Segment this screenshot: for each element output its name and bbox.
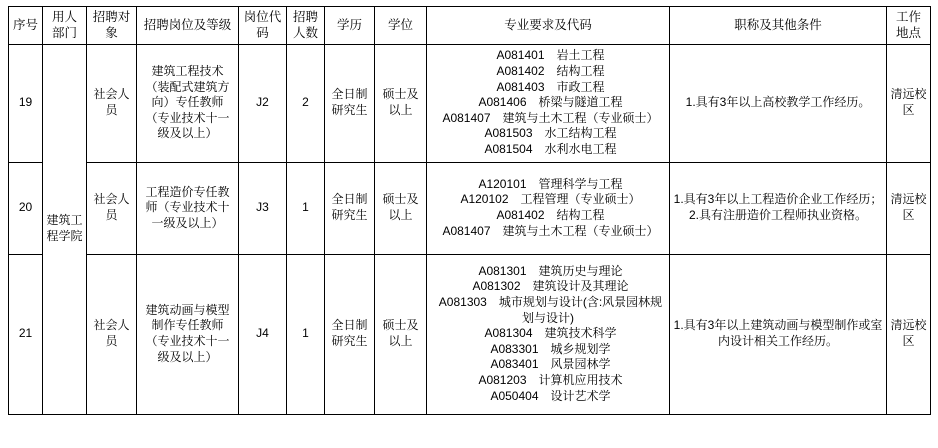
condition-list [673,192,883,223]
major-code: A081203 [478,372,527,387]
cell-conditions [670,44,887,162]
major-item [430,373,666,389]
major-code: A081301 [478,263,527,278]
major-code: A083301 [490,341,539,356]
major-code: A081407 [442,110,491,125]
condition-item: 2.具有注册造价工程师执业资格。 [688,208,867,222]
major-item [430,279,666,295]
cell-no: 20 [9,162,43,254]
cell-target: 社会人员 [87,162,137,254]
cell-education: 全日制研究生 [325,162,375,254]
major-name: 桥梁与隧道工程 [538,95,623,110]
header-location: 工作地点 [887,7,931,45]
major-item [430,208,666,224]
major-item [430,326,666,342]
major-item [430,111,666,127]
major-item [430,142,666,158]
major-list [430,48,666,157]
major-list [430,177,666,239]
header-conditions: 职称及其他条件 [670,7,887,45]
cell-post-code: J3 [239,162,287,254]
table-row [9,44,931,162]
major-code: A081402 [496,64,545,79]
condition-item: 1.具有3年以上高校教学工作经历。 [685,95,871,110]
major-name: 建筑技术科学 [544,326,617,341]
major-name: 城市规划与设计(含:风景园林规划与设计) [498,295,663,325]
table-row [9,162,931,254]
major-code: A081401 [496,48,545,63]
header-target: 招聘对象 [87,7,137,45]
major-name: 建筑历史与理论 [538,263,623,278]
header-degree: 学位 [375,7,427,45]
cell-education: 全日制研究生 [325,254,375,414]
major-code: A081406 [478,95,527,110]
major-item [430,295,666,326]
major-code: A120102 [460,192,509,207]
major-name: 市政工程 [556,79,605,94]
cell-no: 21 [9,254,43,414]
major-item [430,80,666,96]
header-majors: 专业要求及代码 [427,7,670,45]
major-name: 城乡规划学 [550,341,611,356]
cell-count: 1 [287,254,325,414]
major-code: A081304 [484,326,533,341]
condition-list [673,318,883,349]
cell-target: 社会人员 [87,44,137,162]
major-item [430,64,666,80]
major-code: A081403 [496,79,545,94]
header-post-code: 岗位代码 [239,7,287,45]
recruitment-table [8,6,931,415]
major-item [430,357,666,373]
header-count: 招聘人数 [287,7,325,45]
cell-location: 清远校区 [887,162,931,254]
major-item [430,95,666,111]
major-name: 风景园林学 [550,357,611,372]
major-name: 建筑与土木工程（专业硕士） [502,223,659,238]
cell-majors [427,162,670,254]
header-education: 学历 [325,7,375,45]
major-name: 结构工程 [556,208,605,222]
major-item [430,48,666,64]
condition-item: 1.具有3年以上工程造价企业工作经历； [673,192,883,207]
major-code: A083401 [490,357,539,372]
table-row [9,254,931,414]
major-name: 设计艺术学 [550,388,611,403]
major-code: A081302 [472,279,521,294]
cell-department-group: 建筑工程学院 [43,44,87,414]
cell-conditions [670,254,887,414]
table-body [9,44,931,414]
header-no: 序号 [9,7,43,45]
major-item [430,177,666,193]
condition-list [673,95,883,111]
cell-degree: 硕士及以上 [375,162,427,254]
major-code: A081407 [442,223,491,238]
cell-post: 工程造价专任教师（专业技术十一级及以上） [137,162,239,254]
major-item [430,126,666,142]
header-post: 招聘岗位及等级 [137,7,239,45]
condition-item: 1.具有3年以上建筑动画与模型制作或室内设计相关工作经历。 [673,318,883,348]
cell-post: 建筑工程技术（装配式建筑方向）专任教师（专业技术十一级及以上） [137,44,239,162]
cell-post-code: J2 [239,44,287,162]
major-item [430,389,666,405]
cell-target: 社会人员 [87,254,137,414]
major-code: A120101 [478,176,527,191]
major-name: 计算机应用技术 [538,372,623,387]
major-name: 岩土工程 [556,48,605,63]
cell-majors [427,44,670,162]
major-code: A081402 [496,208,545,222]
cell-degree: 硕士及以上 [375,254,427,414]
major-name: 建筑与土木工程（专业硕士） [502,110,659,125]
table-header-row [9,7,931,45]
major-name: 工程管理（专业硕士） [520,192,641,207]
cell-no: 19 [9,44,43,162]
cell-degree: 硕士及以上 [375,44,427,162]
major-item [430,224,666,240]
cell-majors [427,254,670,414]
major-code: A081503 [484,126,533,141]
major-code: A081303 [438,295,487,310]
cell-post: 建筑动画与模型制作专任教师（专业技术十一级及以上） [137,254,239,414]
major-name: 水工结构工程 [544,126,617,141]
major-item [430,264,666,280]
cell-education: 全日制研究生 [325,44,375,162]
major-code: A050404 [490,388,539,403]
cell-conditions [670,162,887,254]
major-item [430,192,666,208]
cell-location: 清远校区 [887,44,931,162]
cell-count: 1 [287,162,325,254]
cell-location: 清远校区 [887,254,931,414]
major-name: 水利水电工程 [544,141,617,156]
major-name: 建筑设计及其理论 [532,279,629,294]
cell-count: 2 [287,44,325,162]
header-department: 用人部门 [43,7,87,45]
major-name: 结构工程 [556,64,605,79]
major-name: 管理科学与工程 [538,176,623,191]
major-list [430,264,666,404]
major-item [430,342,666,358]
major-code: A081504 [484,141,533,156]
cell-post-code: J4 [239,254,287,414]
